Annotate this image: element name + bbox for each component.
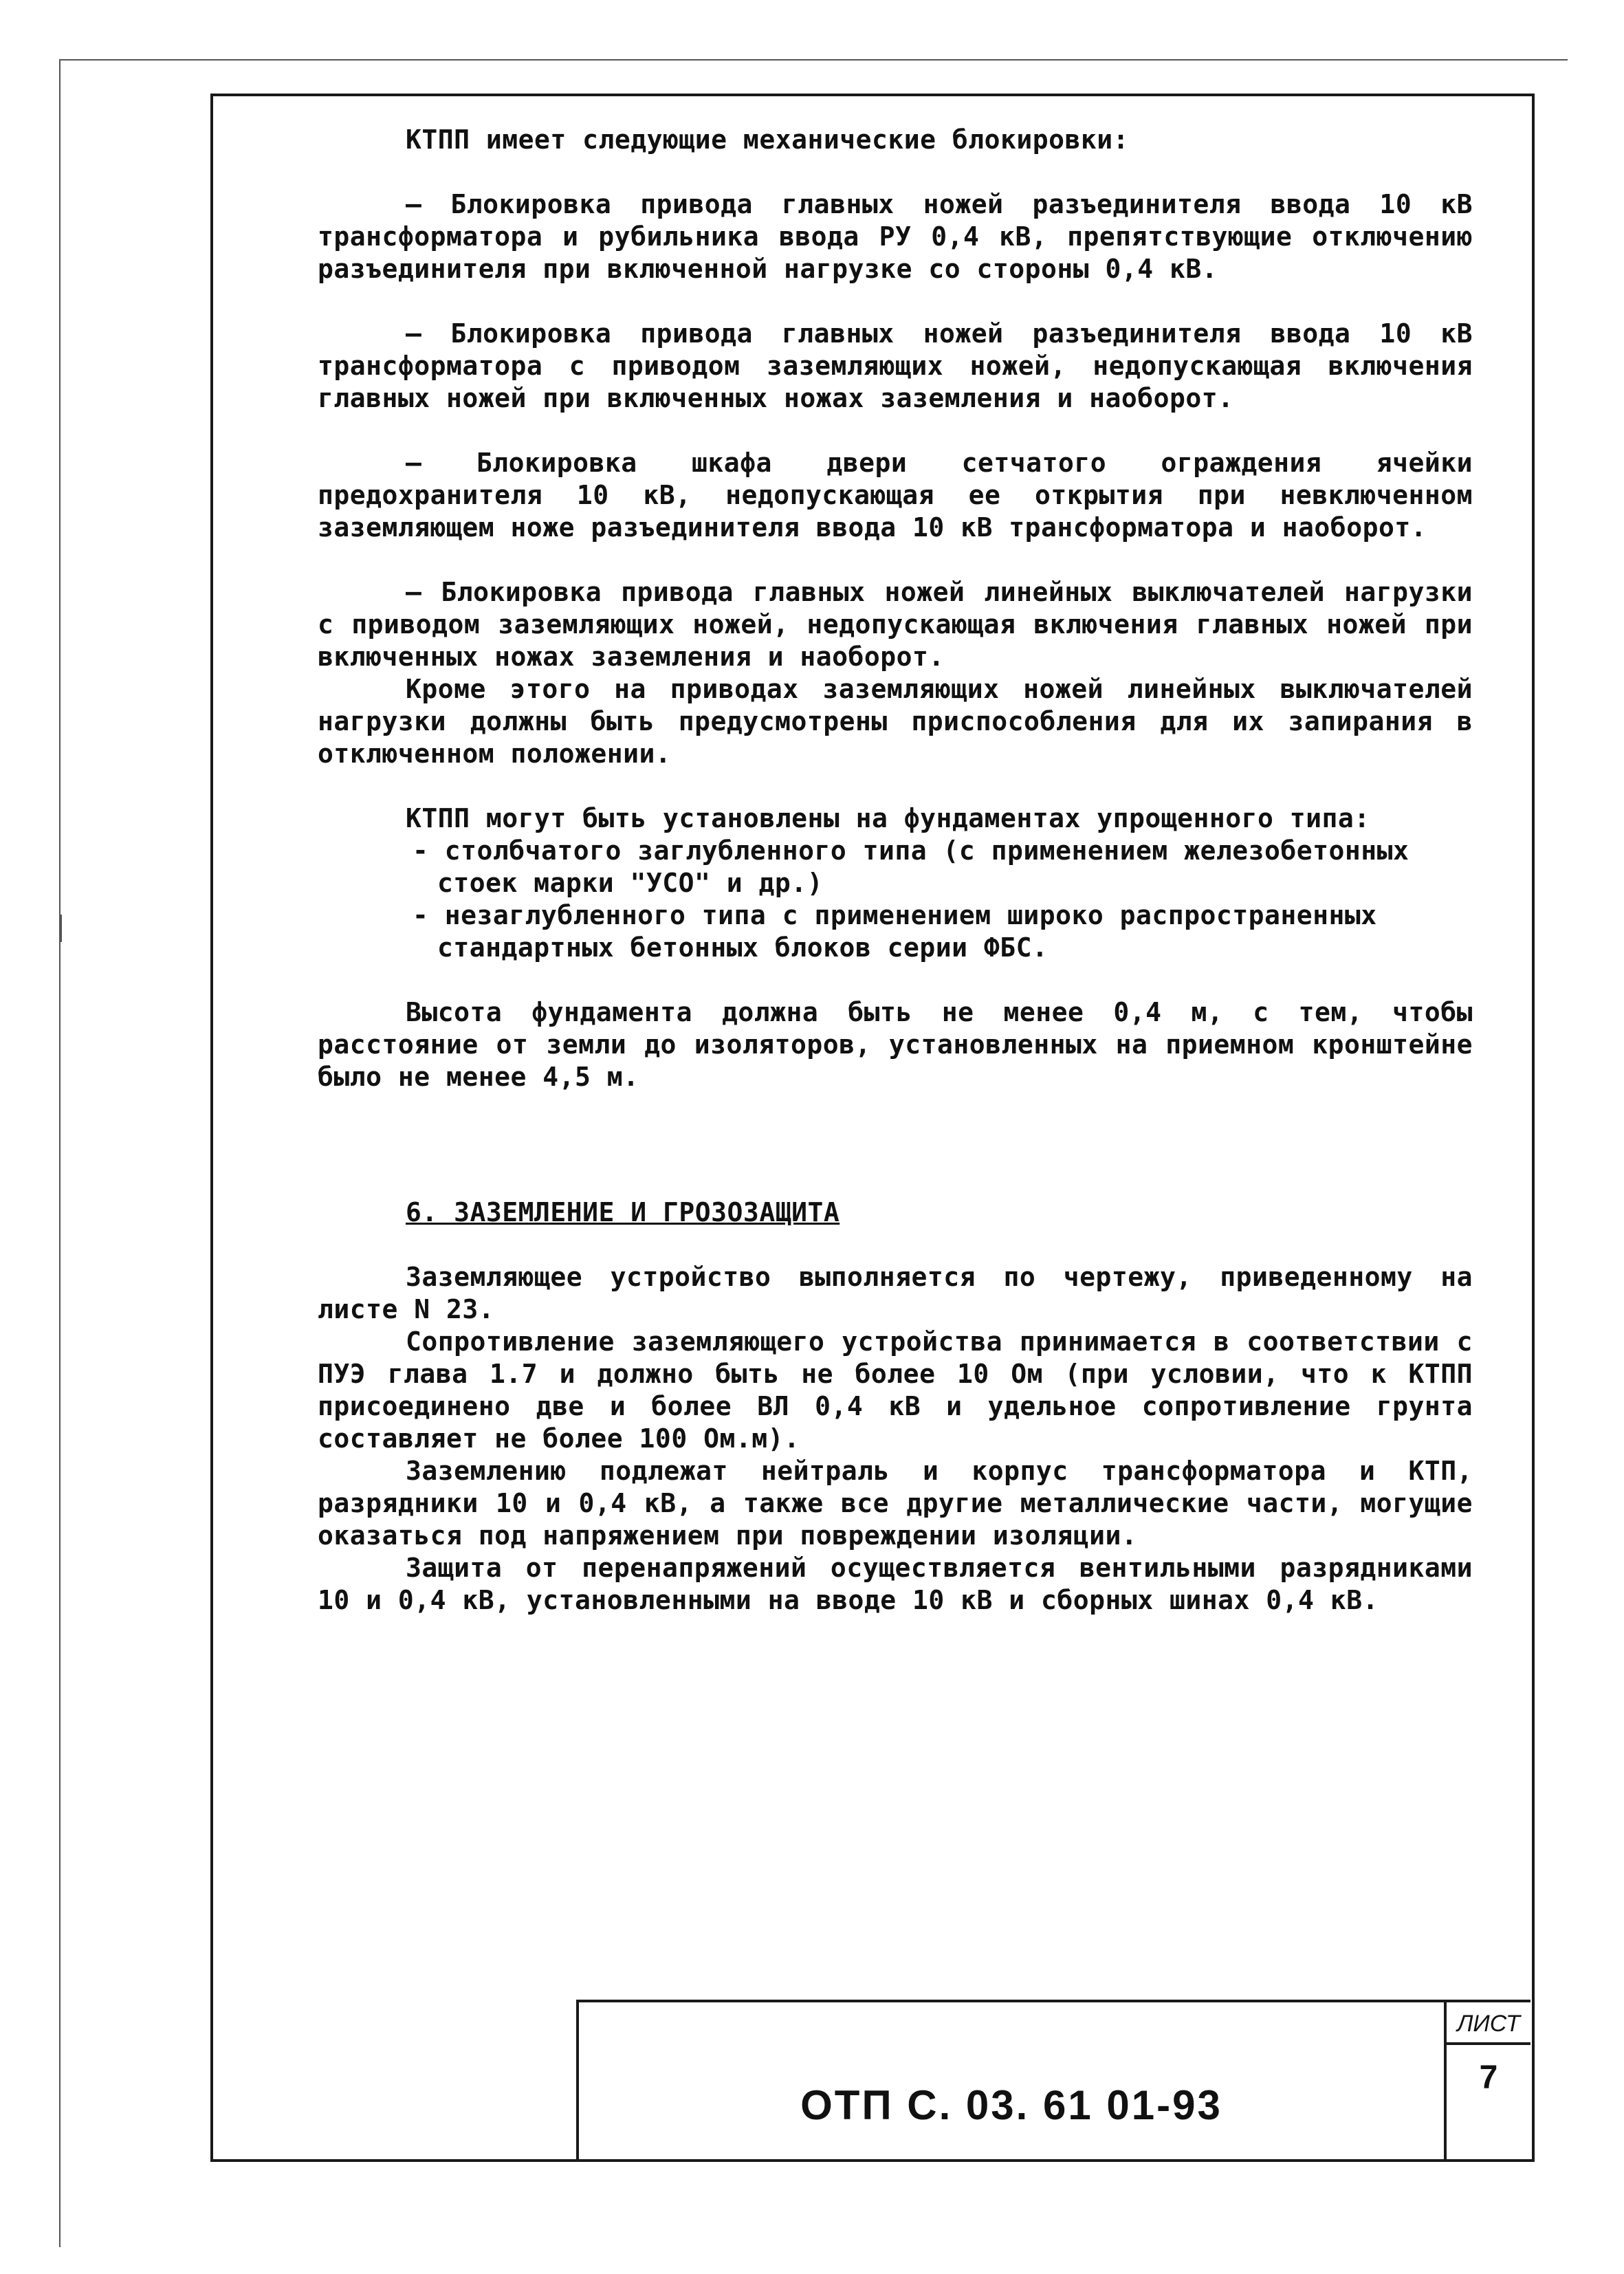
sheet-label: ЛИСТ <box>1447 2002 1530 2045</box>
document-code: ОТП С. 03. 61 01-93 <box>800 2081 1222 2128</box>
paragraph-foundations-intro: КТПП могут быть установлены на фундаментах упрощенного типа: <box>406 803 1370 833</box>
section-heading: 6. ЗАЗЕМЛЕНИЕ И ГРОЗОЗАЩИТА <box>406 1197 840 1227</box>
document-body <box>318 124 1489 1617</box>
margin-mark <box>61 915 62 942</box>
title-block <box>576 2000 1530 2159</box>
sheet-cell <box>1444 2002 1530 2159</box>
foundation-option-2: - незаглубленного типа с применением широко распространенных стандартных бетонных блоков серии ФБС. <box>413 900 1394 963</box>
paragraph-foundation-height: Высота фундамента должна быть не менее 0,4 м, с тем, чтобы расстояние от земли до изоляторов, установленных на приемном кронштейне было не менее 4,5 м. <box>318 997 1489 1092</box>
paragraph-lock-1: – Блокировка привода главных ножей разъединителя ввода 10 кВ трансформатора и рубильника ввода РУ 0,4 кВ, препятствующие отключению разъединителя при включенной нагрузке со стороны 0,4 кВ. <box>318 189 1489 284</box>
intro-line: КТПП имеет следующие механические блокировки: <box>406 124 1130 155</box>
paragraph-lock-3: – Блокировка шкафа двери сетчатого ограждения ячейки предохранителя 10 кВ, недопускающая ее открытия при невключенном заземляющем ноже разъединителя ввода 10 кВ трансформатора и наоборот. <box>318 448 1489 543</box>
section-paragraph-2: Сопротивление заземляющего устройства принимается в соответствии с ПУЭ глава 1.7 и должно быть не более 10 Ом (при условии, что к КТПП присоединено две и более ВЛ 0,4 кВ и удельное сопротивление грунта составляет не более 100 Ом.м). <box>318 1326 1489 1454</box>
section-paragraph-4: Защита от перенапряжений осуществляется вентильными разрядниками 10 и 0,4 кВ, установленными на вводе 10 кВ и сборных шинах 0,4 кВ. <box>318 1553 1489 1615</box>
foundation-option-1: - столбчатого заглубленного типа (с применением железобетонных стоек марки "УСО" и др.) <box>413 835 1425 898</box>
section-paragraph-1: Заземляющее устройство выполняется по чертежу, приведенному на листе N 23. <box>318 1262 1489 1324</box>
paragraph-lock-4: – Блокировка привода главных ножей линейных выключателей нагрузки с приводом заземляющих ножей, недопускающая включения главных ножей при включенных ножах заземления и наоборот. <box>318 577 1489 672</box>
paragraph-extra-note: Кроме этого на приводах заземляющих ножей линейных выключателей нагрузки должны быть предусмотрены приспособления для их запирания в отключенном положении. <box>318 674 1489 769</box>
paragraph-lock-2: – Блокировка привода главных ножей разъединителя ввода 10 кВ трансформатора с приводом заземляющих ножей, недопускающая включения главных ножей при включенных ножах заземления и наоборот. <box>318 318 1489 413</box>
sheet-number: 7 <box>1479 2059 1498 2096</box>
section-paragraph-3: Заземлению подлежат нейтраль и корпус трансформатора и КТП, разрядники 10 и 0,4 кВ, а также все другие металлические части, могущие оказаться под напряжением при повреждении изоляции. <box>318 1456 1489 1551</box>
